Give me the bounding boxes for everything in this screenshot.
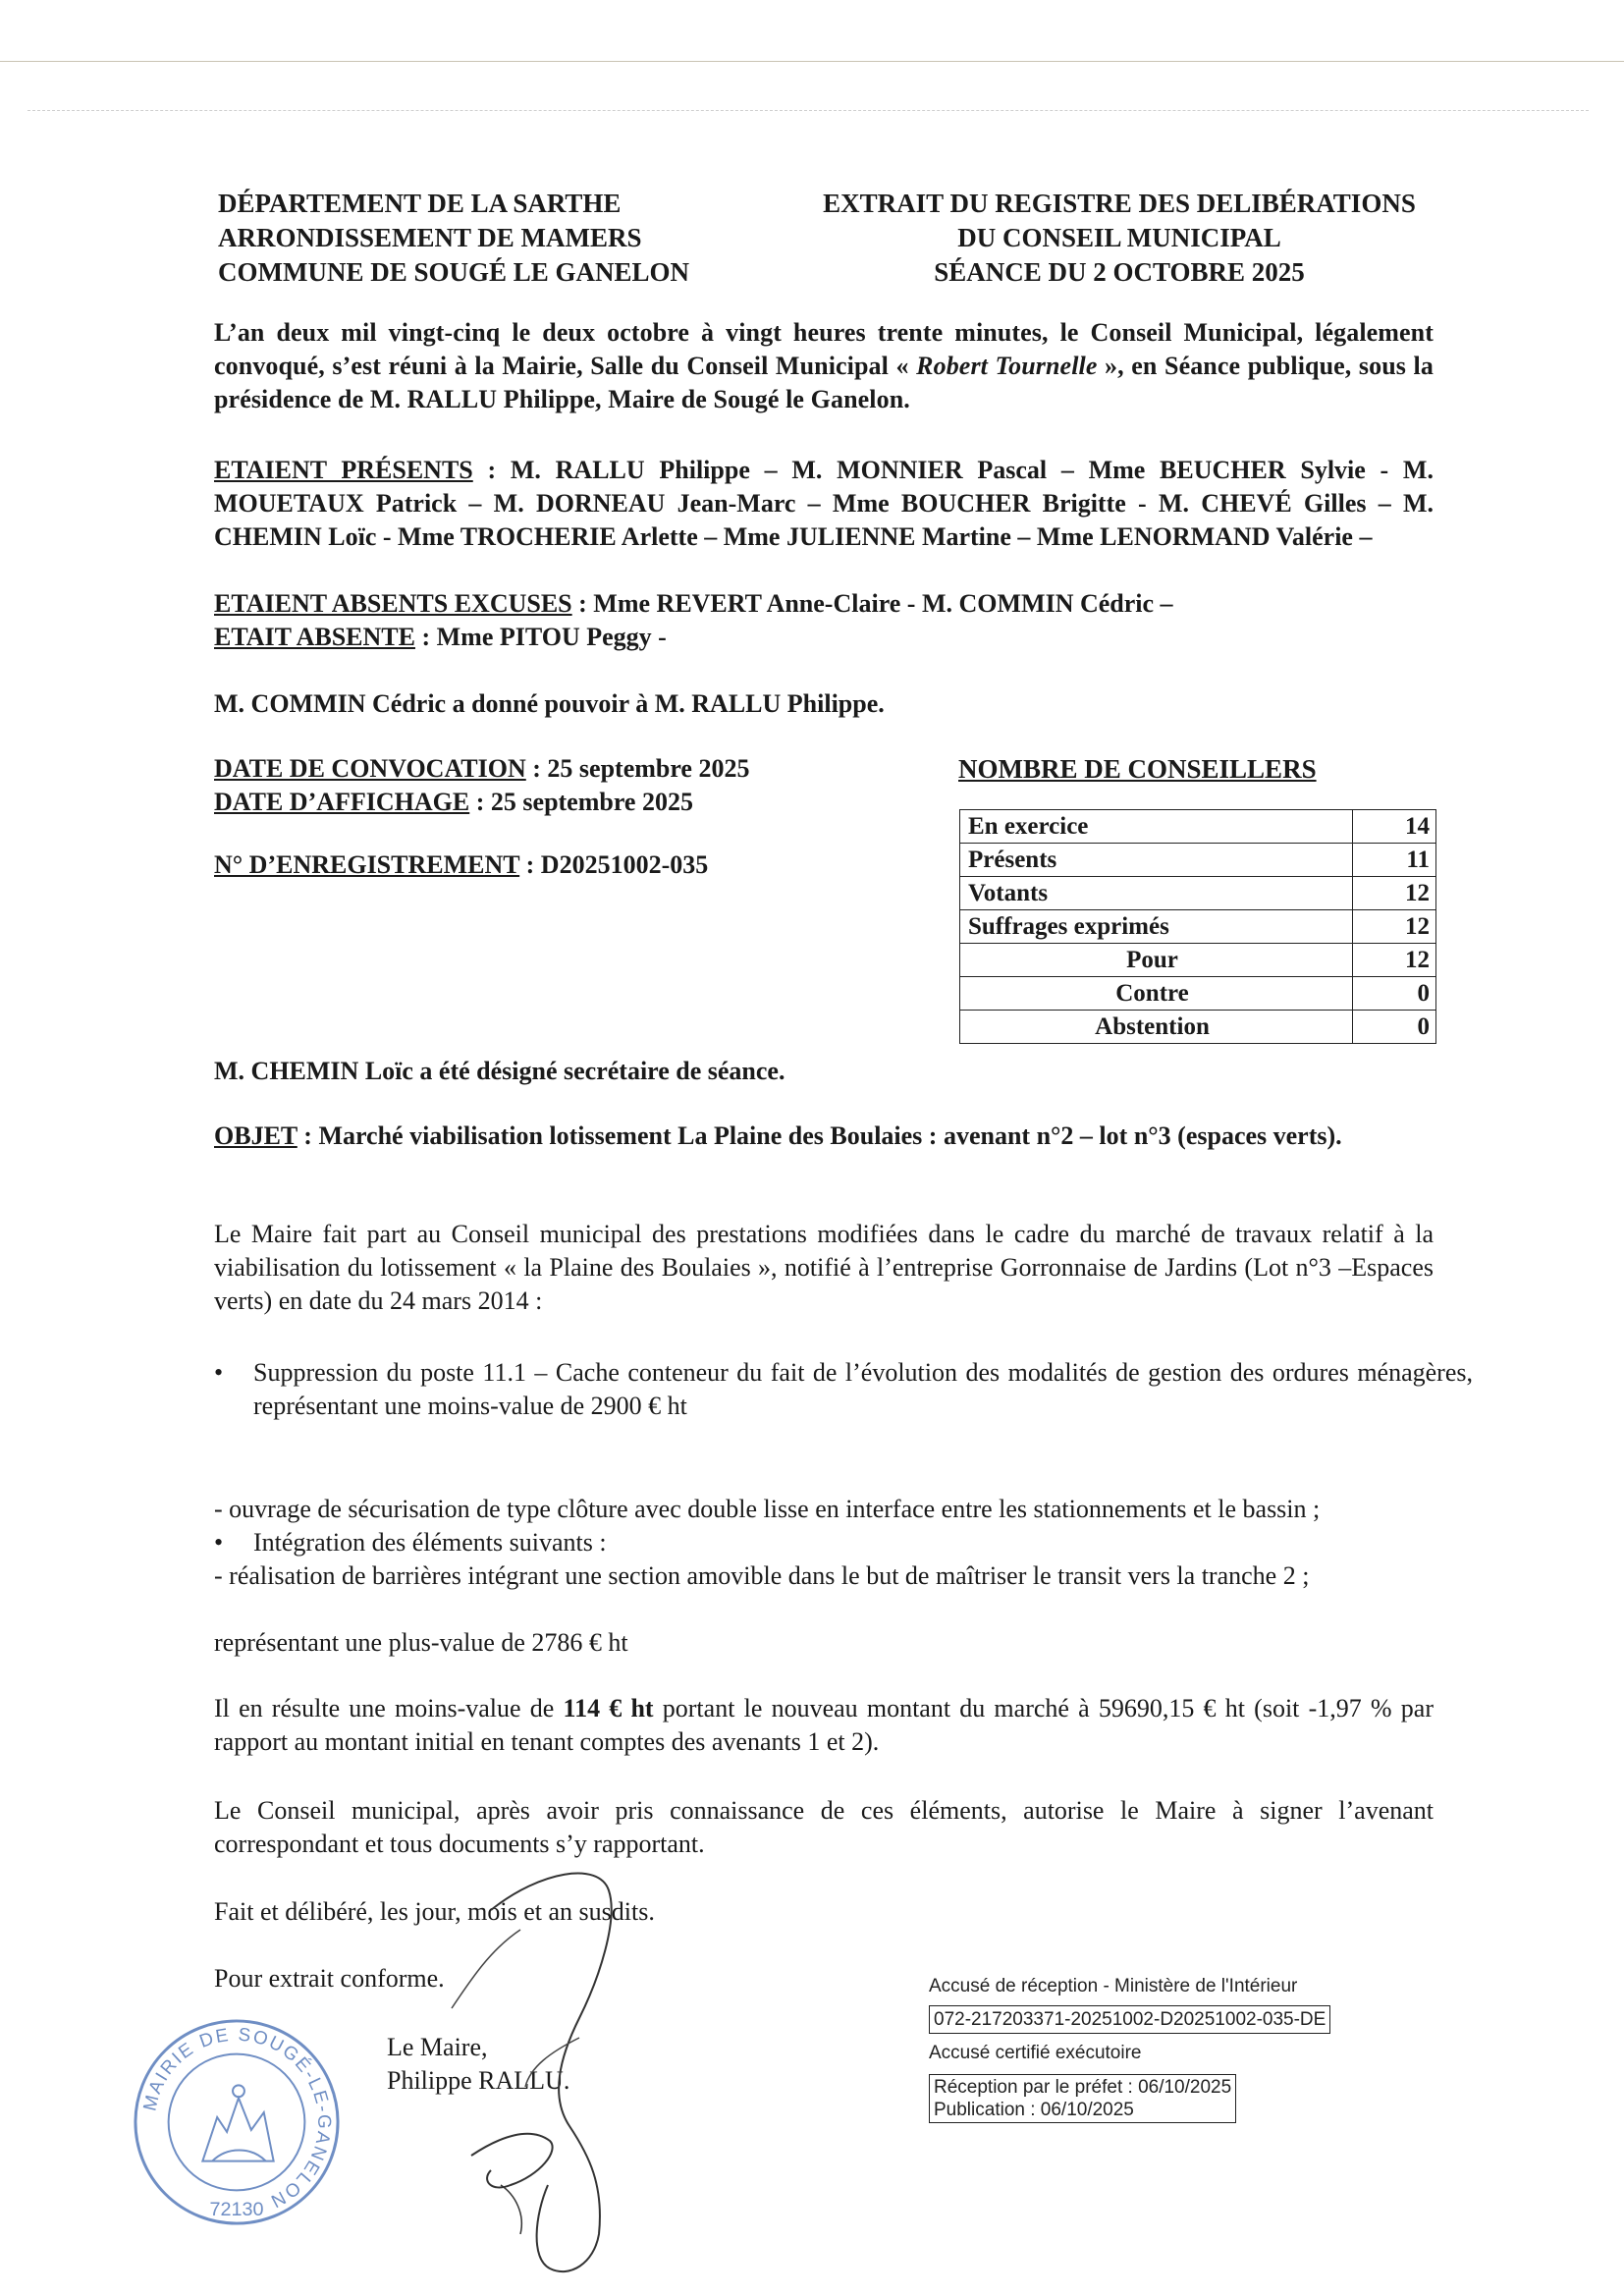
header-register-title: EXTRAIT DU REGISTRE DES DELIBÉRATIONS xyxy=(823,189,1416,218)
bullet-icon: • xyxy=(214,1528,224,1557)
row-value: 0 xyxy=(1353,977,1436,1011)
object-text: : Marché viabilisation lotissement La Plaine des Boulaies : avenant n°2 – lot n°3 (espaces verts). xyxy=(297,1121,1342,1150)
body-paragraph-2 xyxy=(214,1692,1434,1759)
row-label: Contre xyxy=(960,977,1353,1011)
table-row xyxy=(960,1011,1436,1044)
convocation-label: DATE DE CONVOCATION xyxy=(214,754,526,783)
table-row xyxy=(960,977,1436,1011)
header-left xyxy=(218,187,689,290)
ack-reference: 072-217203371-20251002-D20251002-035-DE xyxy=(929,2005,1330,2034)
room-name: Robert Tournelle xyxy=(916,352,1098,380)
row-value: 12 xyxy=(1353,910,1436,944)
table-row xyxy=(960,910,1436,944)
ack-ministry: Accusé de réception - Ministère de l'Intérieur xyxy=(929,1976,1298,1996)
present-list: : M. RALLU Philippe – M. MONNIER Pascal – Mme BEUCHER Sylvie - M. MOUETAUX Patrick – M. DORNEAU Jean-Marc – Mme BOUCHER Brigitte - M. CHEVÉ Gilles – M. CHEMIN Loïc - Mme TROCHERIE Arlette – Mme JULIENNE Martine – Mme LENORMAND Valérie – xyxy=(214,456,1434,551)
row-label: Présents xyxy=(960,844,1353,877)
row-label: Pour xyxy=(960,944,1353,977)
header-arrondissement: ARRONDISSEMENT DE MAMERS xyxy=(218,223,642,252)
bullet-1-text: Suppression du poste 11.1 – Cache conteneur du fait de l’évolution des modalités de gestion des ordures ménagères, représentant une moins-value de 2900 € ht xyxy=(253,1358,1473,1420)
body-paragraph-1: Le Maire fait part au Conseil municipal des prestations modifiées dans le cadre du marché de travaux relatif à la viabilisation du lotissement « la Plaine des Boulaies », notifié à l’entreprise Gorronnaise de Jardins (Lot n°3 –Espaces verts) en date du 24 mars 2014 : xyxy=(214,1220,1434,1315)
councillors-title: NOMBRE DE CONSEILLERS xyxy=(958,754,1317,784)
table-row xyxy=(960,944,1436,977)
row-value: 14 xyxy=(1353,810,1436,844)
acknowledgement-block xyxy=(929,1972,1330,2123)
affichage-label: DATE D’AFFICHAGE xyxy=(214,788,470,816)
intro-paragraph xyxy=(214,316,1434,416)
affichage-value: : 25 septembre 2025 xyxy=(469,788,693,816)
councillors-table xyxy=(959,809,1436,1044)
excused-list: : Mme REVERT Anne-Claire - M. COMMIN Cédric – xyxy=(571,589,1173,618)
sub-item-1: - ouvrage de sécurisation de type clôture avec double lisse en interface entre les stationnements et le bassin ; xyxy=(214,1495,1321,1523)
proxy-note: M. COMMIN Cédric a donné pouvoir à M. RALLU Philippe. xyxy=(214,689,885,718)
result-text-a: Il en résulte une moins-value de xyxy=(214,1694,564,1722)
absent-list: : Mme PITOU Peggy - xyxy=(414,623,667,651)
absent-label: ETAIT ABSENTE xyxy=(214,623,415,651)
bullet-1 xyxy=(214,1356,1473,1423)
body-paragraph-3: Le Conseil municipal, après avoir pris connaissance de ces éléments, autorise le Maire à signer l’avenant correspondant et tous documents s’y rapportant. xyxy=(214,1796,1434,1858)
row-value: 12 xyxy=(1353,944,1436,977)
row-label: En exercice xyxy=(960,810,1353,844)
row-label: Abstention xyxy=(960,1011,1353,1044)
ack-certified: Accusé certifié exécutoire xyxy=(929,2043,1142,2063)
header-commune: COMMUNE DE SOUGÉ LE GANELON xyxy=(218,257,690,287)
registration-label: N° D’ENREGISTREMENT xyxy=(214,850,520,879)
sub-item-3: représentant une plus-value de 2786 € ht xyxy=(214,1628,628,1657)
mayor-name: Philippe RALLU. xyxy=(387,2066,570,2095)
attendance-present xyxy=(214,454,1434,554)
object-label: OBJET xyxy=(214,1121,298,1150)
attendance-absent xyxy=(214,621,1434,654)
header-session-date: SÉANCE DU 2 OCTOBRE 2025 xyxy=(934,257,1305,287)
row-label: Suffrages exprimés xyxy=(960,910,1353,944)
sub-item-2: - réalisation de barrières intégrant une section amovible dans le but de maîtriser le transit vers la tranche 2 ; xyxy=(214,1561,1310,1590)
row-value: 11 xyxy=(1353,844,1436,877)
result-amount: 114 € ht xyxy=(563,1694,654,1722)
bullet-icon: • xyxy=(214,1358,224,1387)
attendance-excused xyxy=(214,587,1434,621)
handwritten-signature xyxy=(432,1861,668,2283)
present-label: ETAIENT PRÉSENTS xyxy=(214,456,473,484)
stamp-postcode: 72130 xyxy=(209,2199,264,2221)
dates-block xyxy=(214,752,749,819)
row-value: 0 xyxy=(1353,1011,1436,1044)
secretary-note: M. CHEMIN Loïc a été désigné secrétaire de séance. xyxy=(214,1057,785,1085)
result-text-b: portant le nouveau montant du marché à 59690,15 € ht (soit -1,97 % par rapport au montant initial en tenant comptes des avenants 1 et 2). xyxy=(214,1694,1434,1756)
body-paragraph-5: Pour extrait conforme. xyxy=(214,1964,445,1993)
row-value: 12 xyxy=(1353,877,1436,910)
mairie-stamp xyxy=(130,2015,344,2229)
ack-dates-box xyxy=(929,2074,1236,2123)
intro-text-2: », en Séance publique, sous la présidence de M. RALLU Philippe, Maire de Sougé le Ganelon. xyxy=(214,352,1434,413)
bullet-2 xyxy=(214,1526,1473,1559)
ack-reception: Réception par le préfet : 06/10/2025 xyxy=(934,2077,1232,2098)
header-department: DÉPARTEMENT DE LA SARTHE xyxy=(218,189,622,218)
bullet-2-text: Intégration des éléments suivants : xyxy=(253,1528,607,1557)
registration-number xyxy=(214,850,708,880)
table-row xyxy=(960,844,1436,877)
convocation-value: : 25 septembre 2025 xyxy=(525,754,750,783)
excused-label: ETAIENT ABSENTS EXCUSES xyxy=(214,589,572,618)
object-line xyxy=(214,1120,1434,1153)
registration-value: : D20251002-035 xyxy=(519,850,709,879)
ack-publication: Publication : 06/10/2025 xyxy=(934,2100,1134,2120)
table-row xyxy=(960,810,1436,844)
scan-rule xyxy=(27,110,1589,111)
body-paragraph-4: Fait et délibéré, les jour, mois et an susdits. xyxy=(214,1897,655,1926)
header-council: DU CONSEIL MUNICIPAL xyxy=(957,223,1281,252)
header-right xyxy=(766,187,1473,290)
mayor-title: Le Maire, xyxy=(387,2033,488,2061)
intro-text-1: L’an deux mil vingt-cinq le deux octobre à vingt heures trente minutes, le Conseil Municipal, légalement convoqué, s’est réuni à la Mairie, Salle du Conseil Municipal « xyxy=(214,318,1434,380)
stamp-ring-text: MAIRIE DE SOUGÉ-LE-GANELON xyxy=(138,2023,336,2214)
row-label: Votants xyxy=(960,877,1353,910)
top-rule xyxy=(0,61,1624,62)
table-row xyxy=(960,877,1436,910)
